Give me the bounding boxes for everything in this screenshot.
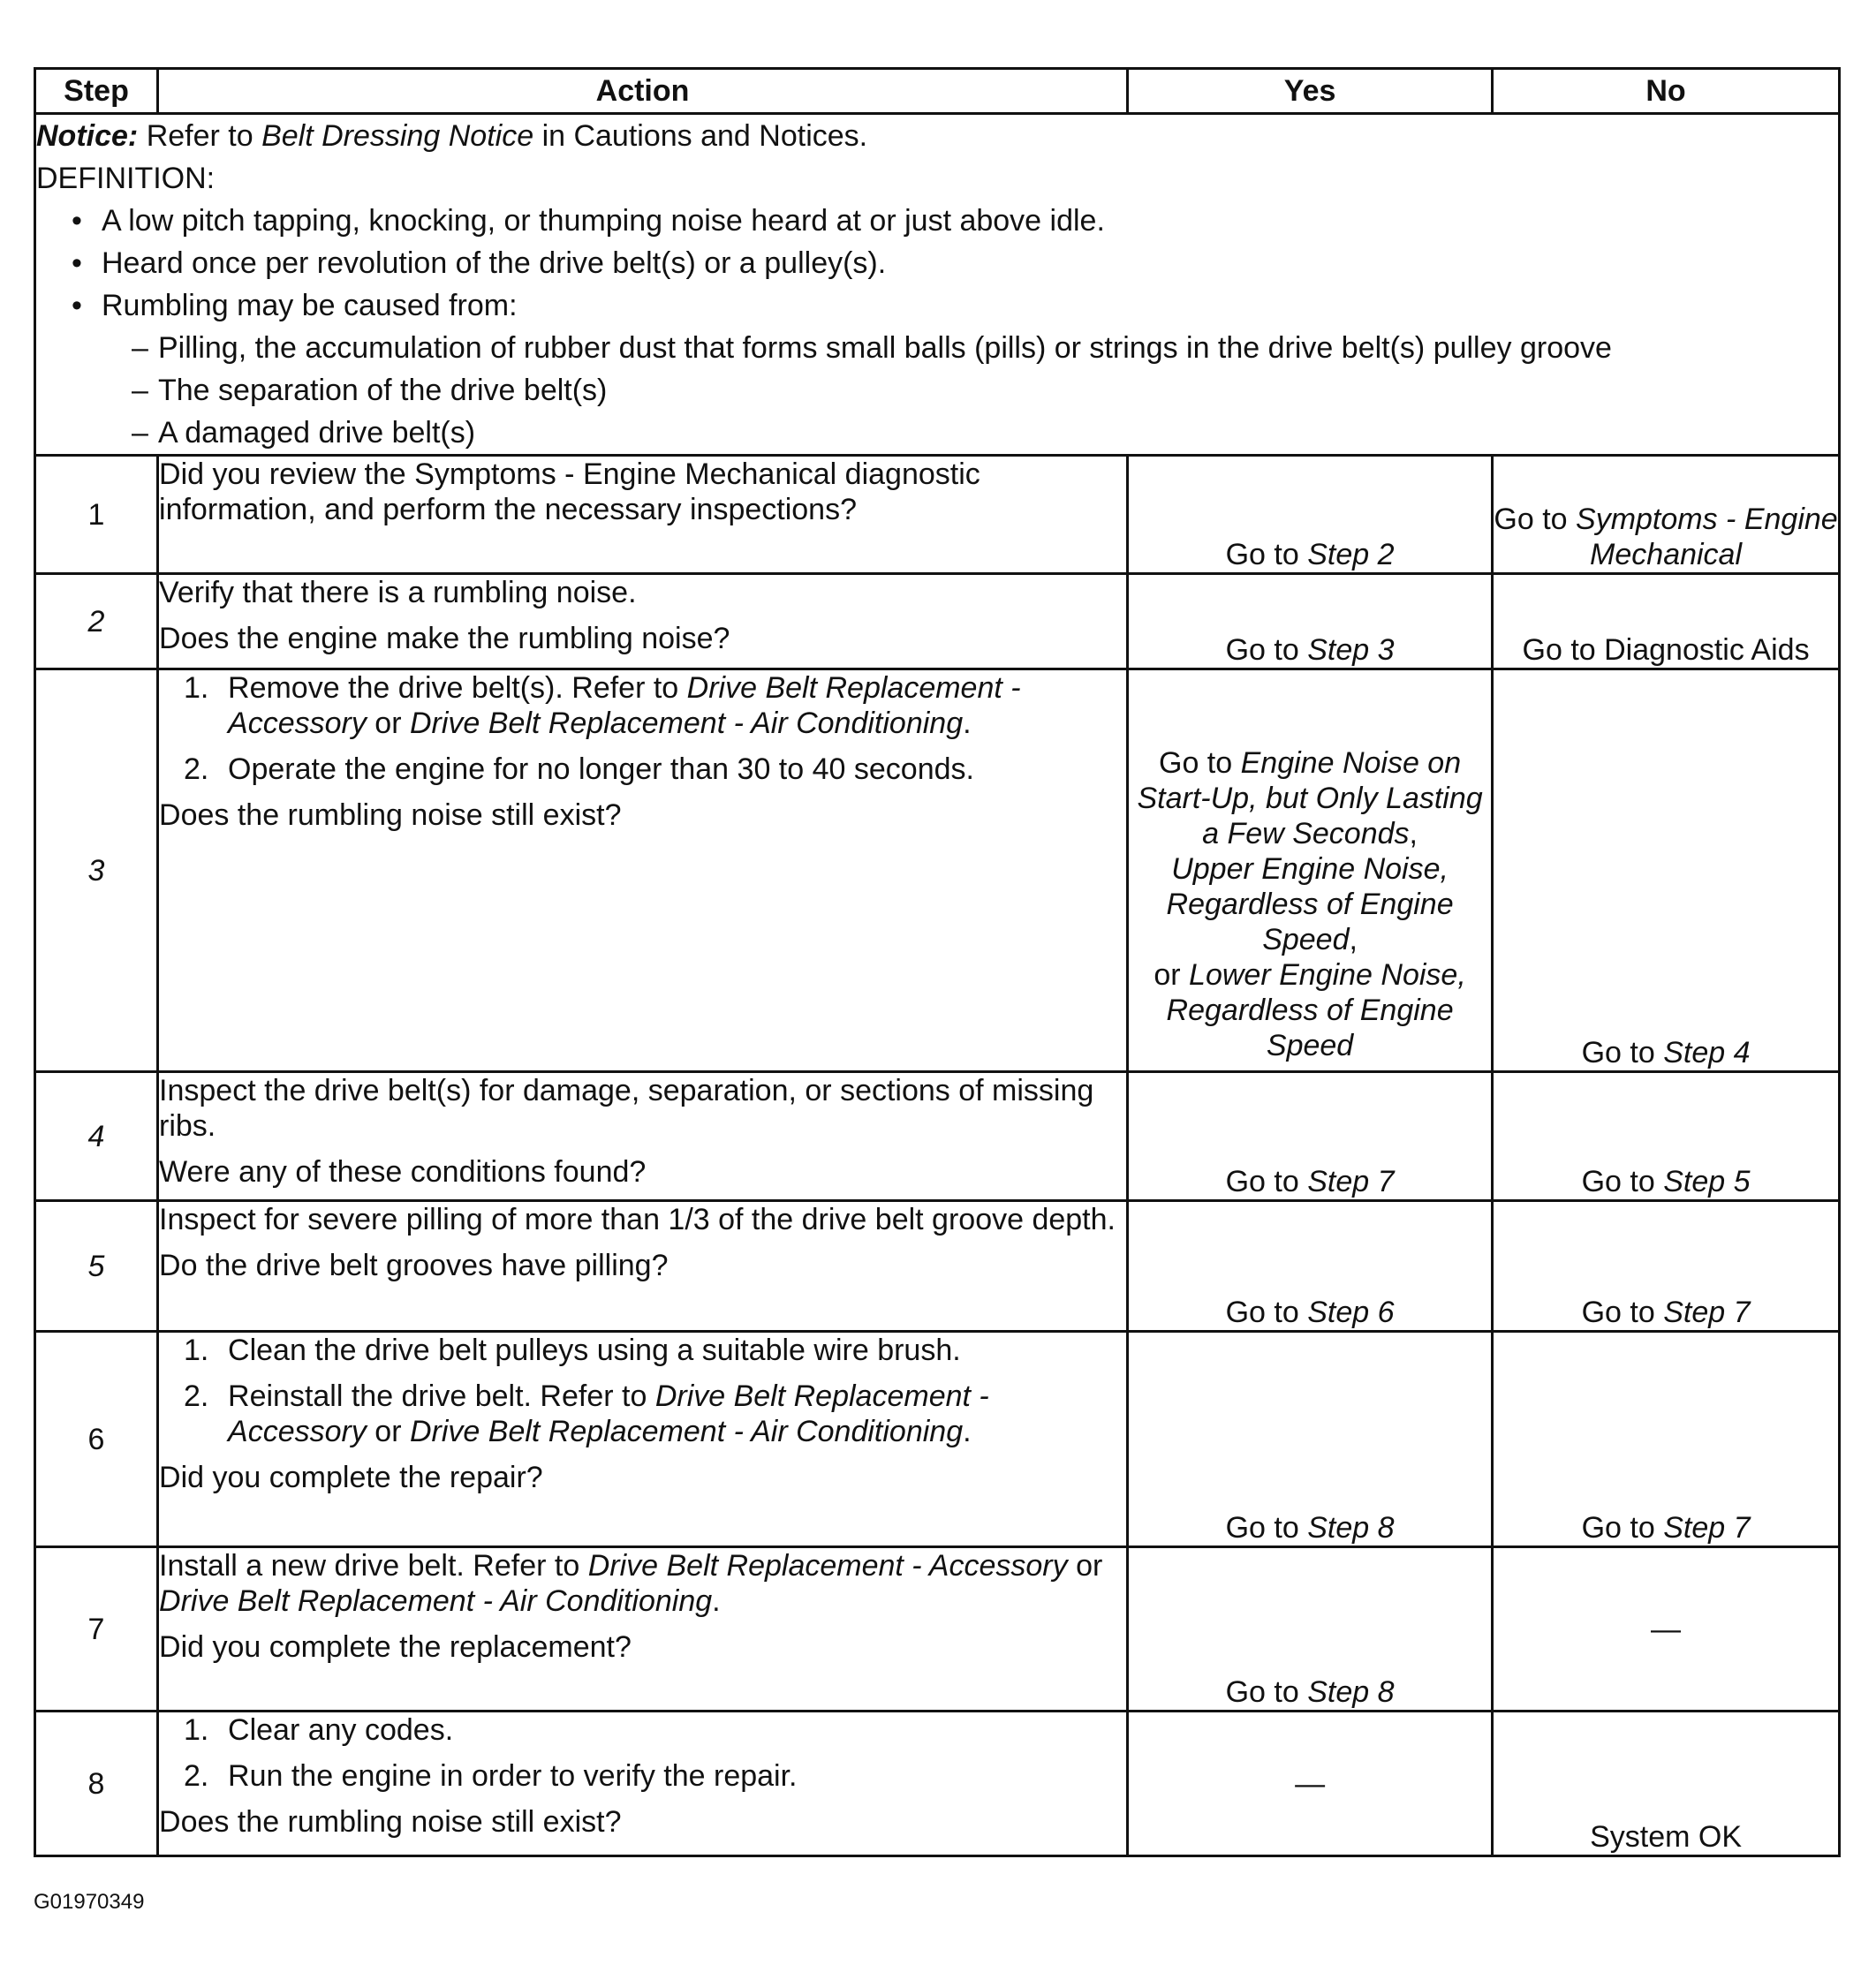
yes-result	[1128, 456, 1493, 574]
item-text-pre: Reinstall the drive belt. Refer to	[228, 1379, 647, 1413]
yes-text: Go to	[1225, 1511, 1299, 1545]
yes-link[interactable]: Step 2	[1307, 538, 1395, 571]
step-action	[158, 669, 1128, 1072]
notice-text-after: in Cautions and Notices.	[541, 119, 868, 153]
dash-icon: –	[132, 331, 148, 365]
action-list-item	[184, 1712, 1126, 1748]
yes-link[interactable]: Step 8	[1307, 1511, 1395, 1545]
item-text: Clear any codes.	[228, 1713, 454, 1747]
definition-bullet	[72, 242, 1838, 284]
item-text-mid: or	[374, 1415, 402, 1448]
step-number: 3	[35, 669, 158, 1072]
action-question: Does the rumbling noise still exist?	[159, 1805, 622, 1839]
step-action	[158, 1332, 1128, 1547]
action-list-item	[184, 670, 1126, 741]
yes-text: Go to	[1225, 1296, 1299, 1329]
item-text: Operate the engine for no longer than 30 to 40 seconds.	[228, 752, 974, 786]
cause-item	[132, 412, 1838, 454]
yes-text: Go to	[1159, 746, 1233, 780]
bullet-icon: •	[72, 246, 82, 280]
yes-result	[1128, 1332, 1493, 1547]
item-text	[228, 670, 1126, 741]
bullet-text: A low pitch tapping, knocking, or thumping noise heard at or just above idle.	[102, 204, 1105, 238]
item-reference[interactable]: Drive Belt Replacement - Accessory	[228, 671, 1021, 740]
yes-result	[1128, 1712, 1493, 1856]
item-text-mid: or	[374, 707, 402, 740]
yes-text: Go to	[1225, 1165, 1299, 1198]
no-link[interactable]: Step 7	[1663, 1511, 1751, 1545]
no-link[interactable]: Go to Diagnostic Aids	[1522, 633, 1810, 667]
item-text-pre: Remove the drive belt(s). Refer to	[228, 671, 679, 705]
no-link[interactable]: Step 7	[1663, 1296, 1751, 1329]
step-row-1	[35, 456, 1840, 574]
step-row-7	[35, 1547, 1840, 1712]
yes-separator: ,	[1349, 923, 1358, 956]
header-no: No	[1493, 69, 1840, 114]
step-row-5	[35, 1201, 1840, 1332]
definition-bullet	[72, 284, 1838, 327]
item-number: 2.	[184, 1759, 209, 1793]
action-text: Inspect for severe pilling of more than 1/3 of the drive belt groove depth.	[159, 1203, 1116, 1236]
item-text	[228, 1379, 1126, 1449]
action-list-item	[184, 1379, 1126, 1449]
action-list-item	[184, 1758, 1126, 1794]
step-action	[158, 456, 1128, 574]
bullet-icon: •	[72, 289, 82, 322]
no-result	[1493, 1201, 1840, 1332]
step-row-6	[35, 1332, 1840, 1547]
action-text-pre: Install a new drive belt. Refer to	[159, 1549, 580, 1583]
no-text: Go to	[1581, 1511, 1655, 1545]
action-question: Does the rumbling noise still exist?	[159, 798, 622, 832]
no-result	[1493, 574, 1840, 669]
step-number: 8	[35, 1712, 158, 1856]
action-reference[interactable]: Drive Belt Replacement - Accessory	[587, 1549, 1068, 1583]
no-text: Go to	[1581, 1036, 1655, 1069]
definition-label: DEFINITION:	[36, 162, 216, 195]
item-number: 2.	[184, 752, 209, 786]
no-link[interactable]: Step 4	[1663, 1036, 1751, 1069]
item-number: 1.	[184, 1713, 209, 1747]
step-number: 5	[35, 1201, 158, 1332]
bullet-text: Rumbling may be caused from:	[102, 289, 518, 322]
step-row-4	[35, 1072, 1840, 1201]
yes-result	[1128, 1072, 1493, 1201]
notice-cell	[35, 114, 1840, 456]
action-question: Does the engine make the rumbling noise?	[159, 622, 730, 655]
yes-link[interactable]: Step 7	[1307, 1165, 1395, 1198]
header-row	[35, 69, 1840, 114]
action-question: Did you complete the replacement?	[159, 1630, 632, 1664]
notice-reference: Belt Dressing Notice	[261, 119, 534, 153]
no-text: Go to	[1581, 1165, 1655, 1198]
yes-result-empty: —	[1295, 1766, 1326, 1801]
step-action	[158, 1072, 1128, 1201]
item-number: 2.	[184, 1379, 209, 1413]
bullet-text: Heard once per revolution of the drive belt(s) or a pulley(s).	[102, 246, 887, 280]
yes-link[interactable]: Step 6	[1307, 1296, 1395, 1329]
step-number: 6	[35, 1332, 158, 1547]
figure-id: G01970349	[34, 1890, 145, 1914]
item-number: 1.	[184, 671, 209, 705]
yes-separator: ,	[1409, 817, 1418, 850]
yes-text: Go to	[1225, 538, 1299, 571]
item-text-post: .	[963, 1415, 972, 1448]
diagnostic-table-container	[34, 67, 1841, 1857]
action-text: Inspect the drive belt(s) for damage, separation, or sections of missing ribs.	[159, 1074, 1094, 1143]
no-text: Go to	[1494, 503, 1568, 536]
yes-result	[1128, 669, 1493, 1072]
yes-link[interactable]: Lower Engine Noise, Regardless of Engine Speed	[1166, 958, 1466, 1062]
action-text: Did you review the Symptoms - Engine Mechanical diagnostic information, and perform the necessary inspections?	[159, 457, 980, 526]
no-result	[1493, 456, 1840, 574]
step-number: 4	[35, 1072, 158, 1201]
yes-link[interactable]: Step 8	[1307, 1675, 1395, 1709]
dash-icon: –	[132, 374, 148, 407]
item-text-post: .	[963, 707, 972, 740]
item-reference[interactable]: Drive Belt Replacement - Air Conditioning	[409, 707, 964, 740]
yes-text: Go to	[1225, 1675, 1299, 1709]
step-number: 2	[35, 574, 158, 669]
notice-label: Notice:	[36, 119, 139, 153]
definition-bullet	[72, 200, 1838, 242]
no-result	[1493, 1547, 1840, 1712]
item-reference[interactable]: Drive Belt Replacement - Accessory	[228, 1379, 989, 1448]
action-text-mid: or	[1076, 1549, 1103, 1583]
action-question: Did you complete the repair?	[159, 1461, 543, 1494]
yes-text-or: or	[1154, 958, 1181, 992]
item-text: Clean the drive belt pulleys using a suitable wire brush.	[228, 1334, 961, 1367]
step-action	[158, 1712, 1128, 1856]
item-number: 1.	[184, 1334, 209, 1367]
cause-text: A damaged drive belt(s)	[158, 416, 476, 450]
action-question: Do the drive belt grooves have pilling?	[159, 1249, 669, 1282]
no-result-empty: —	[1651, 1612, 1682, 1646]
no-result	[1493, 1712, 1840, 1856]
yes-result	[1128, 1547, 1493, 1712]
header-step: Step	[35, 69, 158, 114]
action-list-item	[184, 752, 1126, 787]
yes-result	[1128, 574, 1493, 669]
cause-item	[132, 327, 1838, 369]
no-link[interactable]: Symptoms - Engine Mechanical	[1576, 503, 1838, 571]
action-question: Were any of these conditions found?	[159, 1155, 647, 1189]
step-action	[158, 574, 1128, 669]
action-text-post: .	[712, 1584, 721, 1618]
yes-result	[1128, 1201, 1493, 1332]
no-result	[1493, 1072, 1840, 1201]
diagnostic-table	[34, 67, 1841, 1857]
action-list-item	[184, 1333, 1126, 1368]
cause-item	[132, 369, 1838, 412]
dash-icon: –	[132, 416, 148, 450]
no-link[interactable]: Step 5	[1663, 1165, 1751, 1198]
step-row-8	[35, 1712, 1840, 1856]
cause-text: Pilling, the accumulation of rubber dust that forms small balls (pills) or strings in the drive belt(s) pulley groove	[158, 331, 1612, 365]
notice-text-before: Refer to	[146, 119, 253, 153]
yes-text: Go to	[1225, 633, 1299, 667]
cause-text: The separation of the drive belt(s)	[158, 374, 608, 407]
no-text: System OK	[1590, 1820, 1743, 1854]
step-action	[158, 1201, 1128, 1332]
step-number: 1	[35, 456, 158, 574]
no-result	[1493, 669, 1840, 1072]
header-action: Action	[158, 69, 1128, 114]
yes-link[interactable]: Engine Noise on Start-Up, but Only Lasting a Few Seconds	[1137, 746, 1483, 850]
item-text: Run the engine in order to verify the repair.	[228, 1759, 798, 1793]
action-text: Verify that there is a rumbling noise.	[159, 576, 637, 609]
yes-link[interactable]: Step 3	[1307, 633, 1395, 667]
notice-line	[36, 115, 1838, 157]
no-result	[1493, 1332, 1840, 1547]
step-row-3	[35, 669, 1840, 1072]
step-row-2	[35, 574, 1840, 669]
action-reference[interactable]: Drive Belt Replacement - Air Conditioning	[159, 1584, 713, 1618]
notice-row	[35, 114, 1840, 456]
header-yes: Yes	[1128, 69, 1493, 114]
bullet-icon: •	[72, 204, 82, 238]
item-reference[interactable]: Drive Belt Replacement - Air Conditioning	[409, 1415, 964, 1448]
step-action	[158, 1547, 1128, 1712]
step-number: 7	[35, 1547, 158, 1712]
action-text	[159, 1548, 1126, 1619]
yes-link[interactable]: Upper Engine Noise, Regardless of Engine Speed	[1166, 852, 1454, 956]
no-text: Go to	[1581, 1296, 1655, 1329]
